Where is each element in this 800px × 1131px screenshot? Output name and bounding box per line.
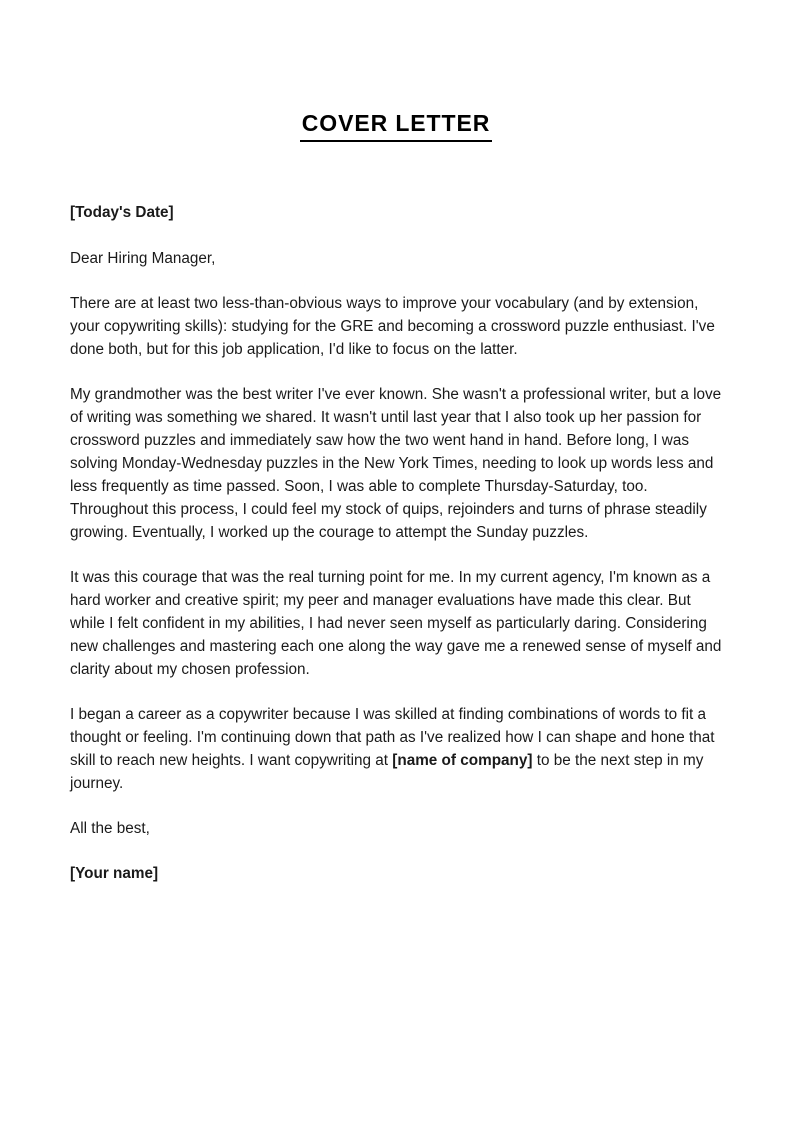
closing-line: All the best, <box>70 820 150 838</box>
date-placeholder: [Today's Date] <box>70 204 174 222</box>
body-paragraph-1: There are at least two less-than-obvious ways to improve your vocabulary (and by extension, your copywriting skills): studying for the GRE and becoming a crossword puzzle enthusiast. I've done both, but for this job application, I'd like to focus on the latter. <box>70 295 715 359</box>
company-name-placeholder: [name of company] <box>392 752 533 770</box>
letter-body <box>70 201 722 885</box>
document-content <box>70 0 722 885</box>
final-paragraph-text-before: I began a career as a copywriter because I was skilled at finding combinations of words to fit a thought or feeling. I'm continuing down that path as I've realized how I can shape and hone that skill to reach new heights. I want copywriting at <box>70 706 715 770</box>
document-title-container <box>70 0 722 157</box>
page-title: COVER LETTER <box>300 111 492 141</box>
salutation-line: Dear Hiring Manager, <box>70 250 216 268</box>
signature-placeholder: [Your name] <box>70 865 159 883</box>
final-paragraph-text-after: to be the next step in my journey. <box>70 752 704 793</box>
body-paragraph-3: It was this courage that was the real turning point for me. In my current agency, I'm known as a hard worker and creative spirit; my peer and manager evaluations have made this clear. But while I felt confident in my abilities, I had never seen myself as particularly daring. Considering new challenges and mastering each one along the way gave me a renewed sense of myself and clarity about my chosen profession. <box>70 569 722 679</box>
body-paragraph-2: My grandmother was the best writer I've ever known. She wasn't a professional writer, but a love of writing was something we shared. It wasn't until last year that I also took up her passion for crossword puzzles and immediately saw how the two went hand in hand. Before long, I was solving Monday-Wednesday puzzles in the New York Times, needing to look up words less and less frequently as time passed. Soon, I was able to complete Thursday-Saturday, too. Throughout this process, I could feel my stock of quips, rejoinders and turns of phrase steadily growing. Eventually, I worked up the courage to attempt the Sunday puzzles. <box>70 386 722 542</box>
body-paragraph-4 <box>70 703 722 795</box>
